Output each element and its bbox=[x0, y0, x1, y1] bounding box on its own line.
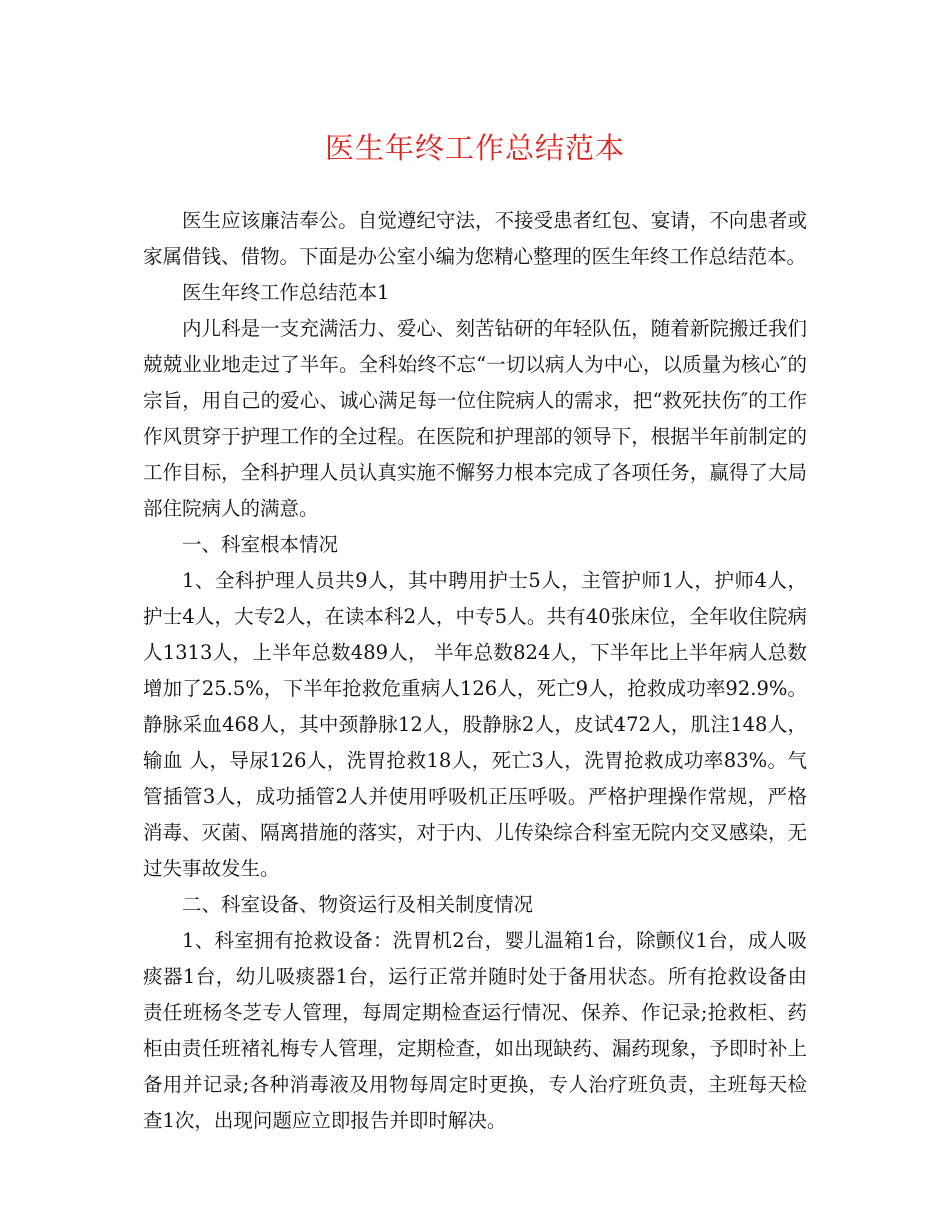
section-heading-equipment: 二、科室设备、物资运行及相关制度情况 bbox=[182, 893, 534, 916]
section-heading-basic-situation: 一、科室根本情况 bbox=[182, 533, 339, 556]
paragraph-staff-statistics: 1、全科护理人员共9人，其中聘用护士5人，主管护师1人，护师4人，护士4人，大专2人，在读本科2人，中专5人。共有40张床位，全年收住院病人1313人，上半年总数489人， 半年总数824人，下半年比上半年病人总数增加了25.5%，下半年抢救危重病人126人，死亡9人，抢救成功率92.9%。静脉采血468人，其中颈静脉12人，股静脉2人，皮试472人，肌注148人，输血 人，导尿126人，洗胃抢救18人，死亡3人，洗胃抢救成功率83%。气管插管3人，成功插管2人并使用呼吸机正压呼吸。严格护理操作常规，严格消毒、灭菌、隔离措施的落实，对于内、儿传染综合科室无院内交叉感染，无过失事故发生。 bbox=[143, 569, 807, 880]
document-body bbox=[143, 203, 807, 1139]
paragraph-intro: 医生应该廉洁奉公。自觉遵纪守法，不接受患者红包、宴请，不向患者或家属借钱、借物。下面是办公室小编为您精心整理的医生年终工作总结范本。 bbox=[143, 209, 807, 268]
document-title: 医生年终工作总结范本 bbox=[324, 131, 625, 165]
paragraph-department-overview: 内儿科是一支充满活力、爱心、刻苦钻研的年轻队伍，随着新院搬迁我们兢兢业业地走过了半年。全科始终不忘“一切以病人为中心，以质量为核心″的宗旨，用自己的爱心、诚心满足每一位住院病人的需求，把“救死扶伤″的工作作风贯穿于护理工作的全过程。在医院和护理部的领导下，根据半年前制定的工作目标，全科护理人员认真实施不懈努力根本完成了各项任务，赢得了大局部住院病人的满意。 bbox=[143, 317, 807, 520]
paragraph-equipment-details: 1、科室拥有抢救设备：洗胃机2台，婴儿温箱1台，除颤仪1台，成人吸痰器1台，幼儿吸痰器1台，运行正常并随时处于备用状态。所有抢救设备由责任班杨冬芝专人管理，每周定期检查运行情况、保养、作记录;抢救柜、药柜由责任班褚礼梅专人管理，定期检查，如出现缺药、漏药现象，予即时补上备用并记录;各种消毒液及用物每周定时更换，专人治疗班负责，主班每天检查1次，出现问题应立即报告并即时解决。 bbox=[143, 929, 807, 1132]
section-heading-sample-1: 医生年终工作总结范本1 bbox=[182, 281, 390, 304]
